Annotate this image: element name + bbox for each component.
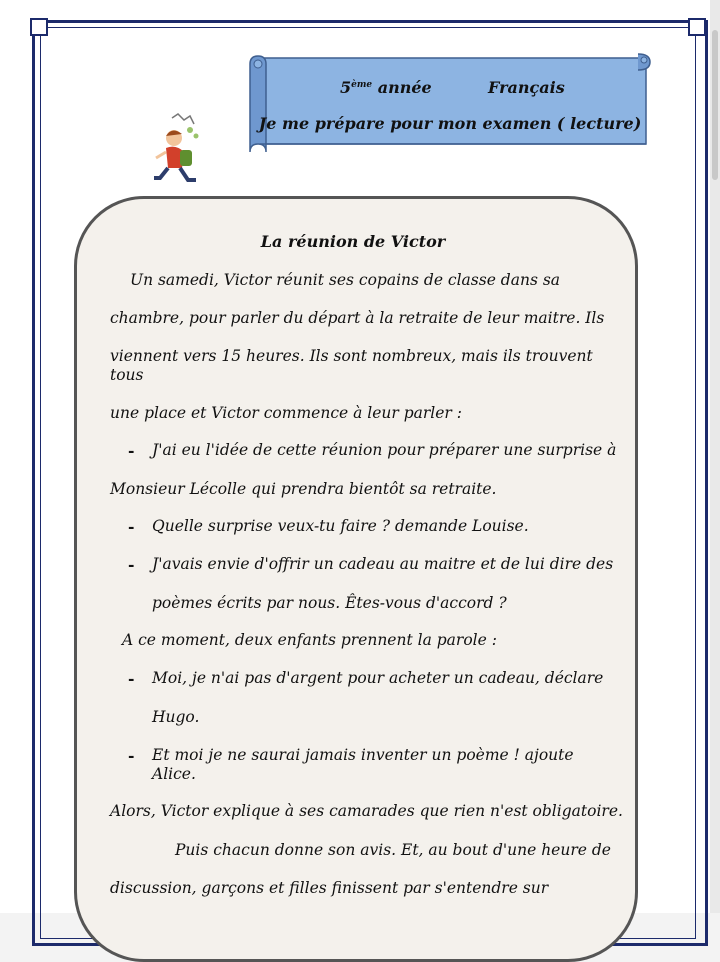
grade-label: 5ème année [340, 78, 432, 97]
text-line: viennent vers 15 heures. Ils sont nombreux, mais ils trouvent [110, 347, 593, 365]
text-line: chambre, pour parler du départ à la retraite de leur maitre. Ils [110, 309, 605, 327]
text-line: Alors, Victor explique à ses camarades que rien n'est obligatoire. [110, 802, 623, 820]
running-child-illustration [150, 112, 206, 188]
text-line: Et moi je ne saurai jamais inventer un poème ! ajoute [152, 746, 574, 764]
border-corner-ornament [30, 18, 48, 36]
text-line: poèmes écrits par nous. Êtes-vous d'accord ? [152, 594, 507, 612]
text-line: A ce moment, deux enfants prennent la parole : [122, 631, 497, 649]
text-line: une place et Victor commence à leur parler : [110, 404, 462, 422]
text-line: Un samedi, Victor réunit ses copains de classe dans sa [130, 271, 561, 289]
text-line: Puis chacun donne son avis. Et, au bout d'une heure de [175, 841, 611, 859]
text-line: Monsieur Lécolle qui prendra bientôt sa retraite. [110, 480, 497, 498]
border-corner-ornament [688, 18, 706, 36]
dialogue-dash: - [128, 669, 135, 688]
text-line: J'ai eu l'idée de cette réunion pour préparer une surprise à [152, 441, 617, 459]
header-banner [248, 52, 652, 154]
dialogue-dash: - [128, 517, 135, 536]
scrollbar-thumb[interactable] [712, 30, 718, 180]
scroll-banner-shape [248, 52, 652, 154]
banner-heading [248, 78, 652, 102]
subject-label: Français [488, 78, 565, 97]
dialogue-dash: - [128, 555, 135, 574]
text-line: discussion, garçons et filles finissent par s'entendre sur [110, 879, 549, 897]
text-line: Alice. [152, 765, 196, 783]
text-line: tous [110, 366, 144, 384]
text-line: Hugo. [152, 708, 200, 726]
dialogue-dash: - [128, 441, 135, 460]
scrollbar-track[interactable] [710, 0, 720, 913]
reading-title: La réunion de Victor [260, 232, 446, 251]
text-line: Quelle surprise veux-tu faire ? demande Louise. [152, 517, 529, 535]
text-line: Moi, je n'ai pas d'argent pour acheter un cadeau, déclare [152, 669, 604, 687]
dialogue-dash: - [128, 746, 135, 765]
text-line: J'avais envie d'offrir un cadeau au maitre et de lui dire des [152, 555, 614, 573]
banner-subtitle: Je me prépare pour mon examen ( lecture) [258, 114, 642, 133]
